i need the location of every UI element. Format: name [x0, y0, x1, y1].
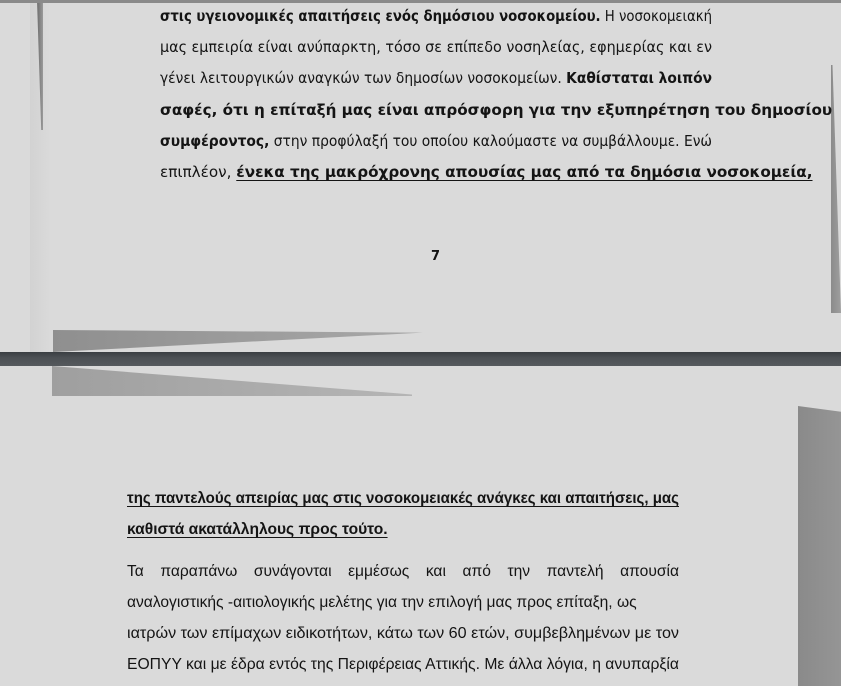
- text-line: [160, 132, 712, 150]
- text-line: [160, 101, 832, 119]
- page-edge-shadow: [831, 65, 841, 313]
- text-run: μας εμπειρία είναι ανύπαρκτη, τόσο σε επίπεδο νοσηλείας, εφημερίας και εν: [160, 38, 712, 56]
- text-line: [127, 594, 637, 612]
- page-separator: [0, 352, 841, 366]
- text-run: ΕΟΠΥΥ και με έδρα εντός της Περιφέρειας Αττικής. Με άλλα λόγια, η ανυπαρξία: [127, 656, 679, 673]
- text-line: [160, 69, 712, 87]
- document-page-8: [0, 366, 841, 686]
- text-line: [127, 490, 679, 508]
- text-run: επιπλέον,: [160, 163, 237, 181]
- text-run: Καθίσταται λοιπόν: [566, 69, 712, 87]
- text-run: στην προφύλαξή του οποίου καλούμαστε να συμβάλλουμε. Ενώ: [269, 132, 712, 150]
- text-run: συμφέροντος,: [160, 132, 270, 150]
- text-run: Η νοσοκομειακή: [600, 7, 712, 25]
- text-run: Τα παραπάνω συνάγονται εμμέσως και από την παντελή απουσία: [127, 563, 679, 580]
- text-run: σαφές, ότι η επίταξή μας είναι απρόσφορη για την εξυπηρέτηση του δημοσίου: [160, 101, 833, 119]
- text-run: καθιστά ακατάλληλους προς τούτο.: [127, 521, 388, 538]
- page-edge-shadow: [798, 406, 841, 686]
- text-line: [160, 38, 712, 56]
- text-line: [127, 521, 388, 539]
- page-top-border: [0, 0, 841, 3]
- text-line: [160, 163, 813, 181]
- text-line: [127, 563, 679, 581]
- text-run: αναλογιστικής -αιτιολογικής μελέτης για την επιλογή μας προς επίταξη, ως: [127, 594, 637, 611]
- page-number: 7: [431, 249, 441, 264]
- text-line: [127, 625, 679, 643]
- text-run: στις υγειονομικές απαιτήσεις ενός δημόσιου νοσοκομείου.: [160, 7, 601, 25]
- text-line: [127, 656, 679, 674]
- page-fold-shadow: [53, 330, 423, 352]
- page-fold-shadow: [52, 366, 412, 396]
- text-line: [160, 7, 712, 25]
- text-run: γένει λειτουργικών αναγκών των δημοσίων νοσοκομείων.: [160, 69, 567, 87]
- text-run: ιατρών των επίμαχων ειδικοτήτων, κάτω των 60 ετών, συμβεβλημένων με τον: [127, 625, 679, 642]
- text-run: ένεκα της μακρόχρονης απουσίας μας από τα δημόσια νοσοκομεία,: [236, 163, 813, 181]
- text-run: της παντελούς απειρίας μας στις νοσοκομειακές ανάγκες και απαιτήσεις, μας: [127, 490, 679, 507]
